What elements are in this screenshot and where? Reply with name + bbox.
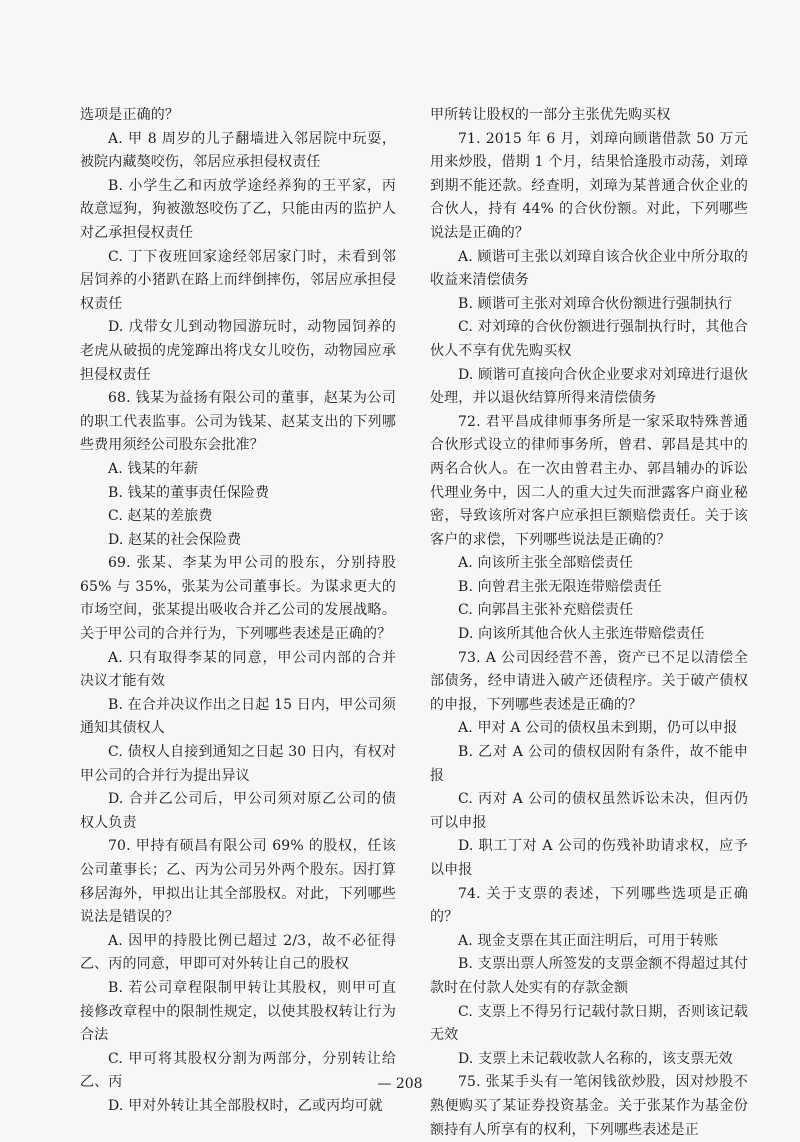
- paragraph: C. 甲可将其股权分割为两部分，分别转让给乙、丙: [80, 1050, 396, 1091]
- paragraph: B. 在合并决议作出之日起 15 日内，甲公司须通知其债权人: [80, 696, 396, 737]
- page-number: — 208: [377, 1076, 423, 1092]
- paragraph: D. 向该所其他合伙人主张连带赔偿责任: [458, 626, 705, 643]
- paragraph: D. 赵某的社会保险费: [108, 531, 242, 548]
- paragraph: A. 顾谐可主张以刘璋自该合伙企业中所分取的收益来清偿债务: [430, 248, 748, 289]
- left-column: [80, 104, 396, 1119]
- paragraph: A. 钱某的年薪: [108, 460, 199, 477]
- paragraph: C. 丙对 A 公司的债权虽然诉讼未决，但丙仍可以申报: [430, 791, 748, 831]
- paragraph: C. 丁下夜班回家途经邻居家门时，未看到邻居饲养的小猪趴在路上而绊倒摔伤，邻居应承担侵权责任: [80, 248, 396, 312]
- paragraph: D. 顾谐可直接向合伙企业要求对刘璋进行退伙处理，并以退伙结算所得来清偿债务: [430, 366, 748, 407]
- paragraph: A. 甲对 A 公司的债权虽未到期，仍可以申报: [458, 720, 738, 737]
- paragraph: B. 钱某的董事责任保险费: [108, 484, 270, 501]
- paragraph: B. 小学生乙和丙放学途经养狗的王平家，丙故意逗狗，狗被激怒咬伤了乙，只能由丙的监护人对乙承担侵权责任: [80, 177, 396, 241]
- paragraph: B. 乙对 A 公司的债权因附有条件，故不能申报: [430, 744, 748, 784]
- paragraph: A. 只有取得李某的同意，甲公司内部的合并决议才能有效: [80, 649, 396, 690]
- paragraph: B. 若公司章程限制甲转让其股权，则甲可直接修改章程中的限制性规定，以使其股权转让行为合法: [80, 979, 396, 1044]
- paragraph: 选项是正确的？: [80, 107, 180, 123]
- paragraph: 73. A 公司因经营不善，资产已不足以清偿全部债务，经申请进入破产还债程序。关于破产债权的申报，下列哪些表述是正确的？: [430, 649, 748, 713]
- paragraph: D. 戊带女儿到动物园游玩时，动物园饲养的老虎从破损的虎笼蹿出将戊女儿咬伤，动物园应承担侵权责任: [80, 319, 396, 383]
- paragraph: D. 甲对外转让其全部股权时，乙或丙均可就: [108, 1097, 383, 1114]
- paragraph: 71. 2015 年 6 月，刘璋向顾谐借款 50 万元用来炒股，借期 1 个月，结果恰逢股市动荡，刘璋到期不能还款。经查明，刘璋为某普通合伙企业的合伙人，持有 44% 的合伙份额。对此，下列哪些说法是正确的？: [430, 130, 748, 241]
- paragraph: D. 合并乙公司后，甲公司须对原乙公司的债权人负责: [80, 791, 396, 831]
- paragraph: 69. 张某、李某为甲公司的股东，分别持股 65% 与 35%，张某为公司董事长。为谋求更大的市场空间，张某提出吸收合并乙公司的发展战略。关于甲公司的合并行为，下列哪些表述是正确的？: [80, 555, 396, 643]
- paragraph: C. 对刘璋的合伙份额进行强制执行时，其他合伙人不享有优先购买权: [430, 319, 748, 359]
- paragraph: C. 向郭昌主张补充赔偿责任: [458, 602, 634, 619]
- right-column: [430, 104, 748, 1142]
- paragraph: 72. 君平昌成律师事务所是一家采取特殊普通合伙形式设立的律师事务所，曾君、郭昌是其中的两名合伙人。在一次由曾君主办、郭昌辅办的诉讼代理业务中，因二人的重大过失而泄露客户商业秘密，导致该所对客户应承担巨额赔偿责任。关于该客户的求偿，下列哪些说法是正确的？: [430, 413, 748, 548]
- paragraph: 70. 甲持有硕昌有限公司 69% 的股权，任该公司董事长；乙、丙为公司另外两个股东。因打算移居海外，甲拟出让其全部股权。对此，下列哪些说法是错误的？: [80, 838, 396, 926]
- paragraph: 68. 钱某为益扬有限公司的董事，赵某为公司的职工代表监事。公司为钱某、赵某支出的下列哪些费用须经公司股东会批准？: [80, 390, 396, 454]
- paragraph: B. 向曾君主张无限连带赔偿责任: [458, 578, 662, 595]
- paragraph: A. 现金支票在其正面注明后，可用于转账: [458, 932, 719, 949]
- paragraph: A. 因甲的持股比例已超过 2/3，故不必征得乙、丙的同意，甲即可对外转让自己的股权: [80, 932, 396, 973]
- paragraph: D. 职工丁对 A 公司的伤残补助请求权，应予以申报: [430, 838, 748, 878]
- paragraph: C. 债权人自接到通知之日起 30 日内，有权对甲公司的合并行为提出异议: [80, 744, 396, 784]
- paragraph: C. 赵某的差旅费: [108, 508, 213, 525]
- paragraph: B. 顾谐可主张对刘璋合伙份额进行强制执行: [458, 295, 733, 312]
- paragraph: D. 支票上未记载收款人名称的，该支票无效: [458, 1050, 733, 1067]
- paragraph: A. 甲 8 周岁的儿子翻墙进入邻居院中玩耍，被院内藏獒咬伤，邻居应承担侵权责任: [80, 130, 396, 171]
- paragraph: B. 支票出票人所签发的支票金额不得超过其付款时在付款人处实有的存款金额: [430, 956, 748, 996]
- paragraph: 74. 关于支票的表述，下列哪些选项是正确的？: [430, 885, 748, 926]
- paragraph: 75. 张某手头有一笔闲钱欲炒股，因对炒股不熟便购买了某证券投资基金。关于张某作为基金份额持有人所享有的权利，下列哪些表述是正: [430, 1074, 748, 1138]
- paragraph: A. 向该所主张全部赔偿责任: [458, 555, 634, 572]
- paragraph: 甲所转让股权的一部分主张优先购买权: [430, 107, 671, 123]
- paragraph: C. 支票上不得另行记载付款日期，否则该记载无效: [430, 1003, 748, 1044]
